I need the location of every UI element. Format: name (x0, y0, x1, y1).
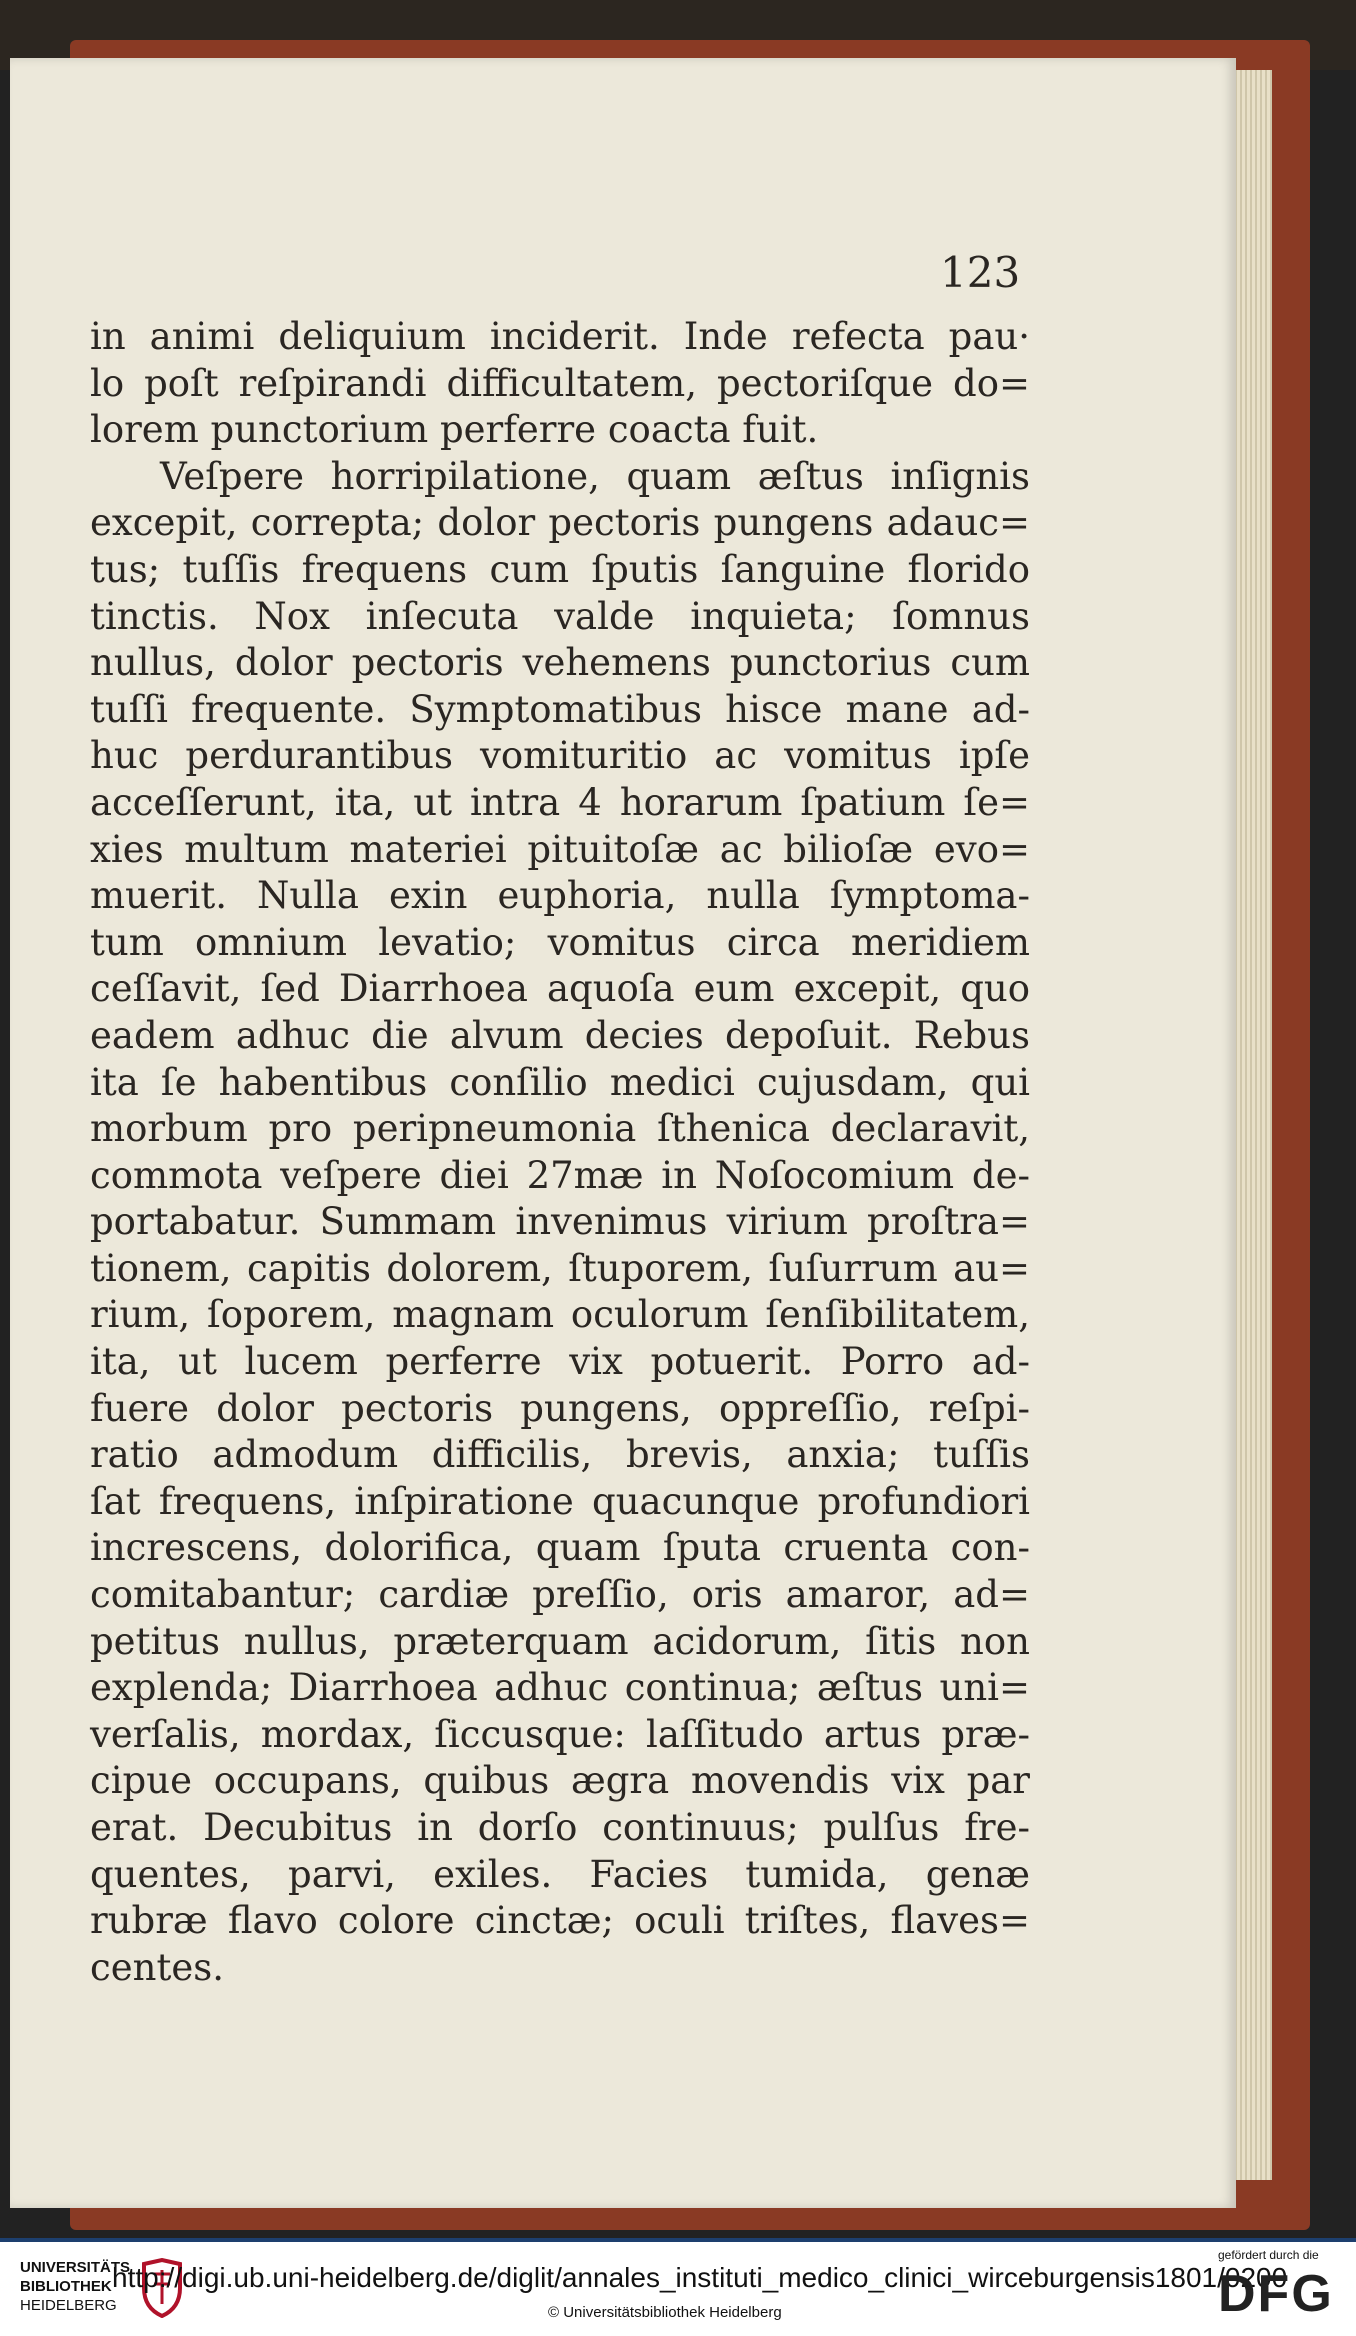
text-line: erat. Decubitus in dorſo continuus; pulſus fre- (90, 1806, 1030, 1849)
text-line: excepit, correpta; dolor pectoris pungens adauc= (90, 501, 1030, 545)
text-line: petitus nullus, præterquam acidorum, ſitis non (90, 1619, 1030, 1663)
text-line: eadem adhuc die alvum decies depoſuit. Rebus (90, 1013, 1030, 1057)
text-line: tuſſi frequente. Symptomatibus hisce mane ad- (90, 687, 1030, 731)
text-line: tum omnium levatio; vomitus circa meridiem (90, 920, 1030, 964)
viewer-footer (0, 2238, 1356, 2336)
text-line: tionem, capitis dolorem, ſtuporem, ſuſurrum au= (90, 1246, 1030, 1290)
text-line: morbum pro peripneumonia ſthenica declaravit, (90, 1107, 1030, 1151)
library-logo-line: HEIDELBERG (20, 2297, 117, 2314)
text-line: centes. (90, 1945, 224, 1989)
funded-by-label: gefördert durch die (1218, 2248, 1319, 2262)
text-line: comitabantur; cardiæ preſſio, oris amaror, ad= (90, 1573, 1030, 1617)
footer-rule (0, 2238, 1356, 2242)
text-line: commota veſpere diei 27mæ in Noſocomium de- (90, 1153, 1030, 1197)
text-line: rubræ flavo colore cinctæ; oculi triſtes, flaves= (90, 1899, 1030, 1943)
book-page (10, 58, 1236, 2208)
text-line: nullus, dolor pectoris vehemens punctorius cum (90, 641, 1030, 685)
body-text (90, 314, 1030, 1991)
text-line: explenda; Diarrhoea adhuc continua; æſtus uni= (90, 1666, 1030, 1710)
text-line: Veſpere horripilatione, quam æſtus inſignis (160, 454, 1030, 498)
text-line: lo poſt reſpirandi difficultatem, pectoriſque do= (90, 361, 1030, 405)
text-line: tinctis. Nox inſecuta valde inquieta; ſomnus (90, 594, 1030, 638)
permalink-url[interactable]: http://digi.ub.uni-heidelberg.de/diglit/annales_instituti_medico_clinici_wirceburgensis1801/0200 (112, 2262, 1288, 2293)
text-line: xies multum materiei pituitoſæ ac bilioſæ evo= (90, 827, 1030, 871)
text-line: tus; tuſſis frequens cum ſputis ſanguine florido (90, 547, 1030, 591)
text-line: in animi deliquium inciderit. Inde refecta pau· (90, 315, 1030, 358)
text-line: cipue occupans, quibus ægra movendis vix par (90, 1759, 1030, 1803)
library-logo-line: UNIVERSITÄTS (20, 2259, 131, 2276)
text-line: ita ſe habentibus conſilio medici cujusdam, qui (90, 1060, 1030, 1104)
text-line: fuere dolor pectoris pungens, oppreſſio, reſpi- (90, 1386, 1030, 1430)
library-logo-line: BIBLIOTHEK (20, 2278, 112, 2295)
page-edges (1232, 70, 1272, 2180)
text-line: rium, ſoporem, magnam oculorum ſenſibilitatem, (90, 1293, 1030, 1337)
text-line: verſalis, mordax, ſiccusque: laſſitudo artus præ- (90, 1712, 1030, 1756)
text-line: portabatur. Summam invenimus virium proſtra= (90, 1200, 1030, 1244)
text-line: ceſſavit, ſed Diarrhoea aquoſa eum excepit, quo (90, 967, 1030, 1011)
text-line: quentes, parvi, exiles. Facies tumida, genæ (90, 1852, 1030, 1896)
text-line: lorem punctorium perferre coacta fuit. (90, 408, 819, 452)
text-line: ratio admodum difficilis, brevis, anxia; tuſſis (90, 1433, 1030, 1477)
page-number: 123 (940, 248, 1021, 297)
text-line: huc perdurantibus vomituritio ac vomitus ipſe (90, 734, 1030, 778)
text-line: ita, ut lucem perferre vix potuerit. Porro ad- (90, 1340, 1030, 1384)
text-line: increscens, dolorifica, quam ſputa cruenta con- (90, 1526, 1030, 1570)
text-line: muerit. Nulla exin euphoria, nulla ſymptoma- (90, 874, 1030, 918)
text-line: ſat frequens, inſpiratione quacunque profundiori (90, 1479, 1030, 1523)
text-line: acceſſerunt, ita, ut intra 4 horarum ſpatium ſe= (90, 780, 1030, 824)
copyright-notice: © Universitätsbibliothek Heidelberg (548, 2304, 782, 2321)
dfg-logo[interactable]: DFG (1218, 2265, 1334, 2323)
